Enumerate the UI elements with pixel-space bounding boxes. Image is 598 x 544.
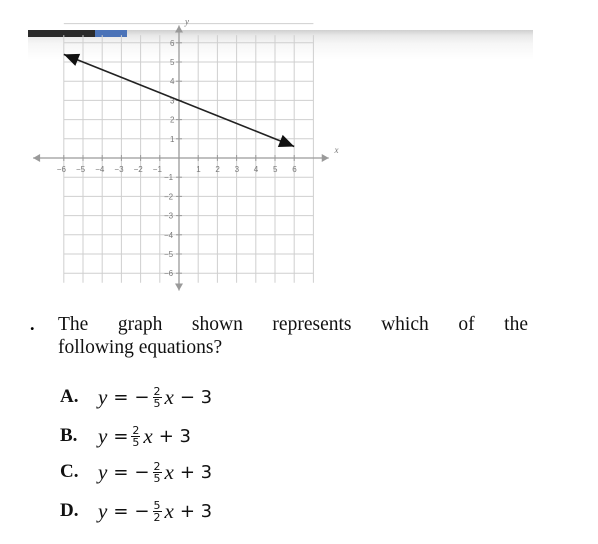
y-tick-label: −6	[164, 269, 174, 279]
choice-equation	[98, 424, 191, 449]
x-axis-arrow-left-icon	[33, 154, 40, 162]
y-tick-label: 1	[170, 134, 175, 144]
numerator: 2	[153, 459, 161, 473]
choice-c[interactable]	[60, 457, 212, 487]
equals-sign: =	[113, 461, 129, 483]
question-line-1: The graph shown represents which of the	[58, 314, 528, 335]
numerator: 5	[153, 498, 161, 512]
y-tick-label: 2	[170, 115, 175, 125]
x-tick-label: −1	[152, 165, 162, 174]
constant-term: + 3	[158, 425, 192, 447]
var-y: y	[98, 423, 108, 448]
constant-term: + 3	[179, 500, 213, 522]
choice-letter: D.	[60, 500, 79, 521]
equals-sign: =	[113, 500, 129, 522]
x-tick-label: 4	[253, 165, 259, 174]
line-arrow-left-icon	[64, 54, 80, 66]
var-x: x	[164, 384, 174, 409]
x-axis-arrow-icon	[322, 154, 329, 162]
choice-a[interactable]	[60, 382, 212, 412]
y-tick-label: −5	[164, 250, 174, 259]
x-tick-label: −4	[95, 165, 105, 174]
fraction	[153, 500, 162, 523]
x-tick-label: 3	[234, 165, 240, 174]
choice-equation	[98, 460, 212, 485]
choice-letter: C.	[60, 461, 79, 482]
x-tick-label: −6	[56, 165, 66, 174]
fraction	[131, 425, 140, 448]
x-tick-label: 6	[292, 165, 297, 174]
equals-sign: =	[113, 386, 129, 408]
var-x: x	[164, 459, 174, 484]
y-tick-label: −2	[164, 192, 174, 202]
var-y: y	[98, 498, 108, 523]
choice-equation	[98, 499, 212, 524]
y-tick-label: 5	[170, 58, 175, 67]
fraction	[153, 461, 162, 484]
y-axis-arrow-down-icon	[175, 283, 183, 290]
x-axis-label: x	[334, 145, 339, 155]
y-axis-label: y	[185, 16, 189, 27]
constant-term: − 3	[179, 386, 213, 408]
y-tick-label: 3	[170, 96, 175, 106]
coordinate-graph	[26, 16, 339, 285]
var-x: x	[164, 498, 174, 523]
equals-sign: =	[113, 425, 129, 447]
x-tick-label: −2	[133, 165, 143, 174]
choice-letter: A.	[60, 386, 79, 407]
sign: −	[134, 500, 150, 522]
numerator: 2	[153, 384, 161, 398]
y-tick-label: −4	[164, 230, 174, 240]
denominator: 5	[153, 396, 161, 410]
denominator: 5	[153, 471, 161, 485]
choice-letter: B.	[60, 425, 78, 446]
question-line-2: following equations?	[58, 337, 223, 358]
y-tick-label: −1	[164, 173, 174, 183]
x-tick-label: 5	[273, 165, 278, 174]
y-tick-label: 6	[170, 38, 175, 48]
denominator: 2	[153, 510, 161, 524]
denominator: 5	[132, 435, 140, 449]
choice-b[interactable]	[60, 421, 191, 451]
x-tick-label: 2	[215, 165, 220, 174]
y-tick-label: −3	[164, 211, 174, 221]
var-y: y	[98, 459, 108, 484]
question-bullet: .	[30, 314, 35, 334]
choice-d[interactable]	[60, 496, 212, 526]
sign: −	[134, 386, 150, 408]
fraction	[153, 386, 162, 409]
x-tick-label: −3	[114, 165, 124, 174]
choice-equation	[98, 385, 212, 410]
sign: −	[134, 461, 150, 483]
var-y: y	[98, 384, 108, 409]
x-tick-label: −5	[76, 165, 86, 174]
line-arrow-right-icon	[278, 135, 294, 147]
numerator: 2	[132, 423, 140, 437]
x-tick-label: 1	[196, 165, 201, 174]
constant-term: + 3	[179, 461, 213, 483]
question-text	[58, 313, 528, 359]
y-axis-arrow-icon	[175, 26, 183, 33]
var-x: x	[143, 423, 153, 448]
y-tick-label: 4	[170, 77, 175, 87]
